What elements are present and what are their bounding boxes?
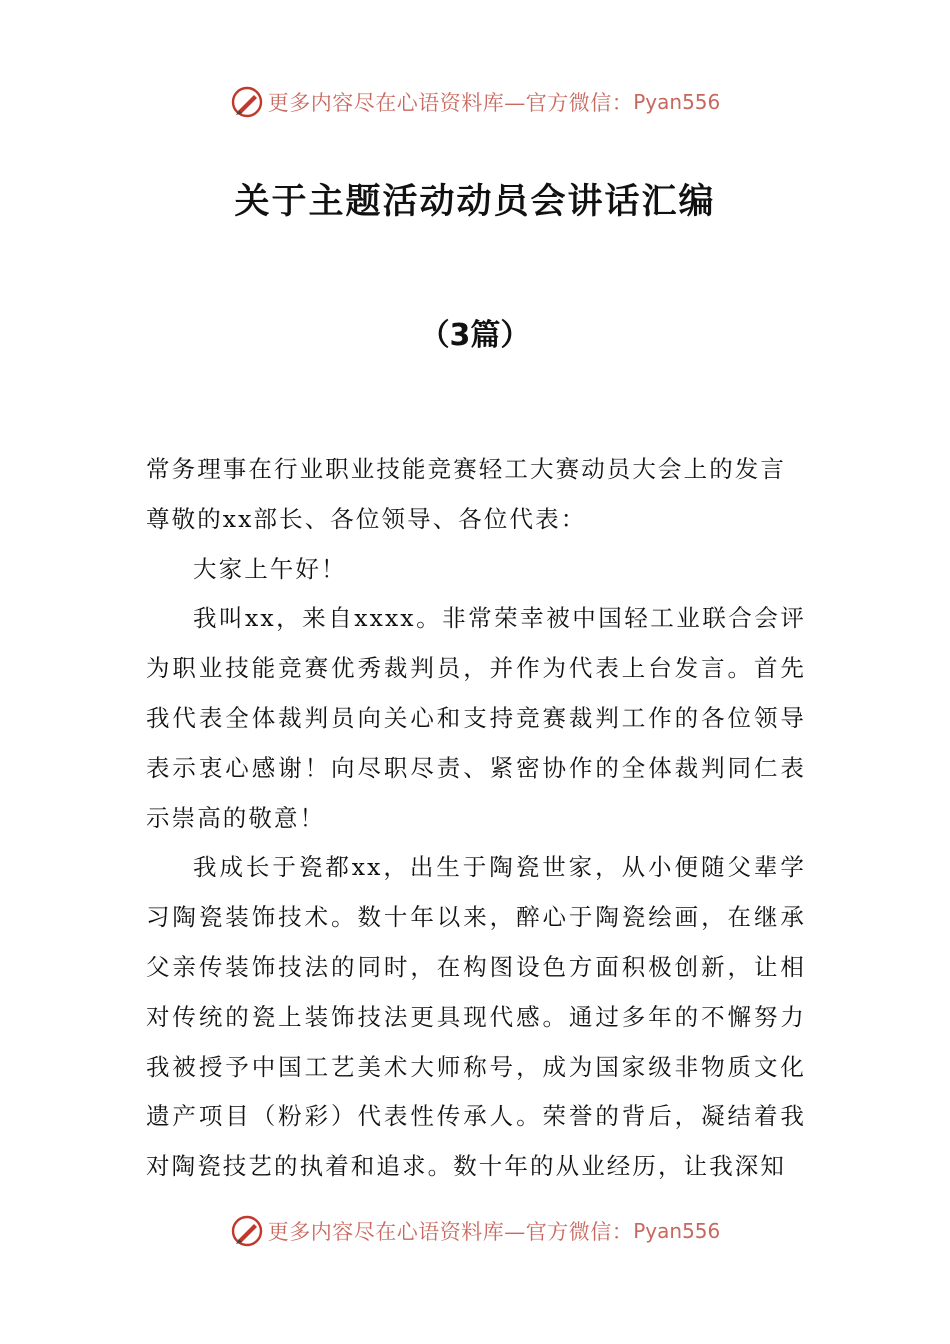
paragraph: 我叫xx，来自xxxx。非常荣幸被中国轻工业联合会评为职业技能竞赛优秀裁判员，并作为代表上台发言。首先我代表全体裁判员向关心和支持竞赛裁判工作的各位领导表示衷心感谢！向尽职尽责、紧密协作的全体裁判同仁表示崇高的敬意！ bbox=[146, 604, 806, 832]
wechat-id: Pyan556 bbox=[633, 90, 721, 114]
paragraph: 我成长于瓷都xx，出生于陶瓷世家，从小便随父辈学习陶瓷装饰技术。数十年以来，醉心于陶瓷绘画，在继承父亲传装饰技法的同时，在构图设色方面积极创新，让相对传统的瓷上装饰技法更具现代感。通过多年的不懈努力我被授予中国工艺美术大师称号，成为国家级非物质文化遗产项目（粉彩）代表性传承人。荣誉的背后，凝结着我对陶瓷技艺的执着和追求。数十年的从业经历，让我深知 bbox=[146, 853, 806, 1181]
greeting: 大家上午好！ bbox=[193, 554, 347, 583]
wechat-id: Pyan556 bbox=[633, 1219, 721, 1243]
pen-nib-circle-icon bbox=[230, 85, 264, 119]
banner-text: 更多内容尽在心语资料库—官方微信： bbox=[267, 91, 634, 115]
footer-watermark-banner bbox=[0, 1209, 950, 1253]
document-subtitle: （3篇） bbox=[419, 318, 531, 353]
document-body bbox=[146, 445, 806, 1192]
banner-text: 更多内容尽在心语资料库—官方微信： bbox=[267, 1220, 634, 1244]
header-watermark-banner bbox=[0, 80, 950, 124]
speech-title: 常务理事在行业职业技能竞赛轻工大赛动员大会上的发言 bbox=[146, 455, 786, 483]
pen-nib-circle-icon bbox=[230, 1214, 264, 1248]
salutation: 尊敬的xx部长、各位领导、各位代表： bbox=[146, 504, 587, 533]
document-title: 关于主题活动动员会讲话汇编 bbox=[234, 182, 716, 222]
